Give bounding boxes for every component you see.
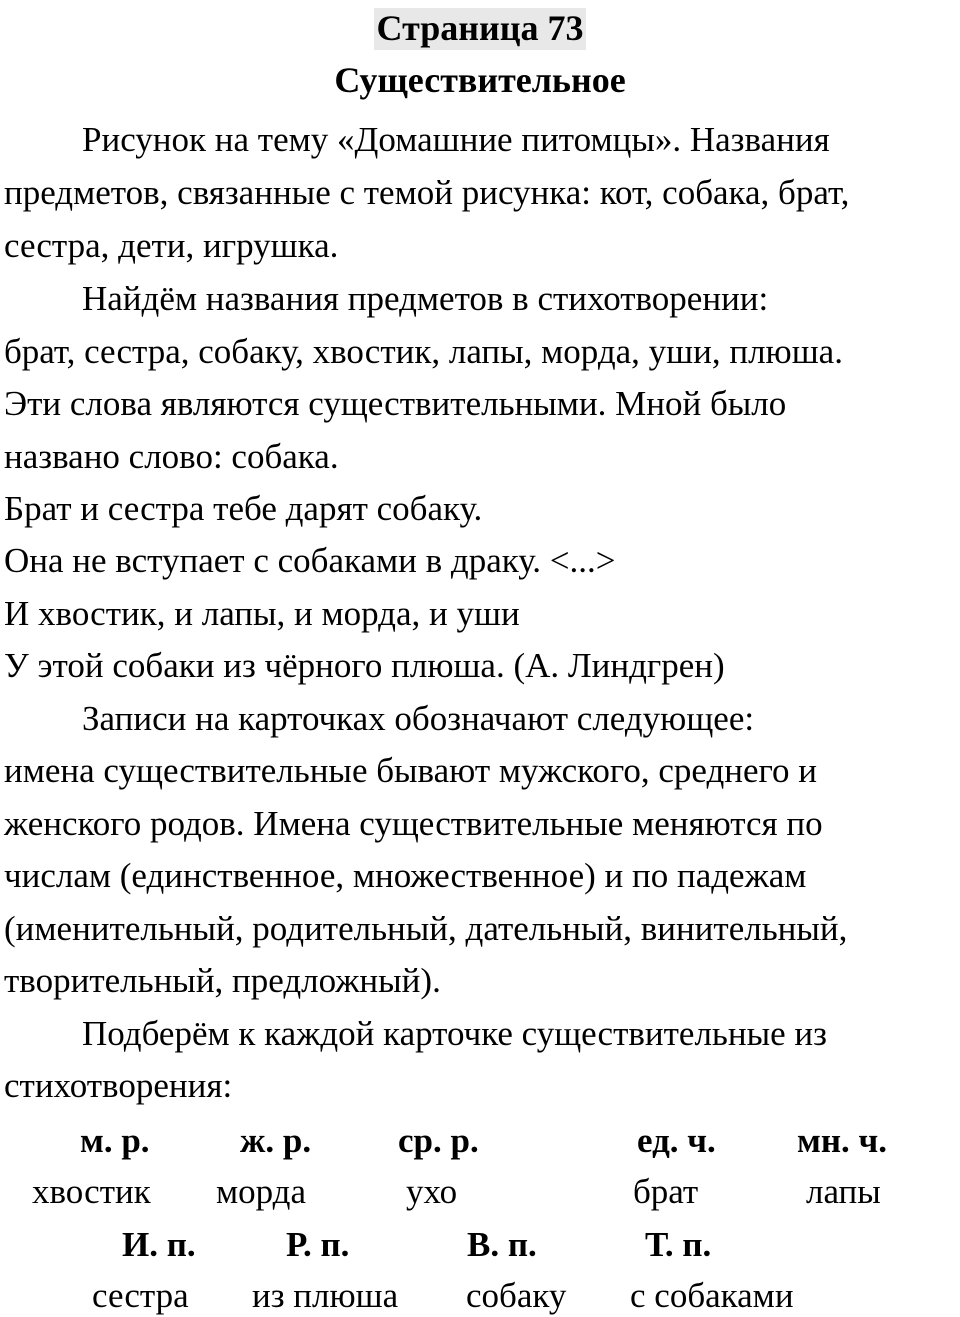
text-line: Записи на карточках обозначают следующее: xyxy=(82,699,755,738)
text-line: стихотворения: xyxy=(4,1066,233,1105)
page-title: Страница 73 xyxy=(374,8,587,50)
text-line: предметов, связанные с темой рисунка: кот, собака, брат, xyxy=(4,173,850,212)
text-line: Эти слова являются существительными. Мной было xyxy=(4,384,787,423)
text-line: (именительный, родительный, дательный, винительный, xyxy=(4,909,848,948)
card-word-instrumental: с собаками xyxy=(630,1276,794,1315)
card-word-genitive: из плюша xyxy=(252,1276,399,1315)
card-word-accusative: собаку xyxy=(466,1276,567,1315)
poem-line: Она не вступает с собаками в драку. <...> xyxy=(4,541,616,580)
poem-line: Брат и сестра тебе дарят собаку. xyxy=(4,489,483,528)
card-word-plural: лапы xyxy=(806,1172,881,1211)
text-line: названо слово: собака. xyxy=(4,437,339,476)
card-label-masculine: м. р. xyxy=(80,1121,150,1160)
card-label-instrumental: Т. п. xyxy=(645,1225,712,1264)
text-line: имена существительные бывают мужского, среднего и xyxy=(4,751,818,790)
card-label-genitive: Р. п. xyxy=(286,1225,350,1264)
card-label-singular: ед. ч. xyxy=(637,1121,716,1160)
poem-line: У этой собаки из чёрного плюша. (А. Линдгрен) xyxy=(4,646,725,685)
poem-line: И хвостик, и лапы, и морда, и уши xyxy=(4,594,520,633)
section-title: Существительное xyxy=(334,60,626,100)
text-line: творительный, предложный). xyxy=(4,961,441,1000)
card-label-feminine: ж. р. xyxy=(240,1121,312,1160)
page-title-container xyxy=(0,8,960,50)
text-line: сестра, дети, игрушка. xyxy=(4,226,339,265)
text-line: Найдём названия предметов в стихотворении: xyxy=(82,279,769,318)
card-word-neuter: ухо xyxy=(406,1172,458,1211)
card-label-plural: мн. ч. xyxy=(797,1121,887,1160)
card-word-feminine: морда xyxy=(216,1172,307,1211)
card-label-nominative: И. п. xyxy=(122,1225,196,1264)
text-line: брат, сестра, собаку, хвостик, лапы, морда, уши, плюша. xyxy=(4,332,843,371)
card-word-singular: брат xyxy=(633,1172,699,1211)
text-line: Подберём к каждой карточке существительные из xyxy=(82,1014,827,1053)
card-label-neuter: ср. р. xyxy=(398,1121,479,1160)
card-word-nominative: сестра xyxy=(92,1276,189,1315)
card-label-accusative: В. п. xyxy=(467,1225,537,1264)
card-word-masculine: хвостик xyxy=(32,1172,151,1211)
text-line: числам (единственное, множественное) и по падежам xyxy=(4,856,807,895)
text-line: женского родов. Имена существительные меняются по xyxy=(4,804,823,843)
text-line: Рисунок на тему «Домашние питомцы». Названия xyxy=(82,120,830,159)
